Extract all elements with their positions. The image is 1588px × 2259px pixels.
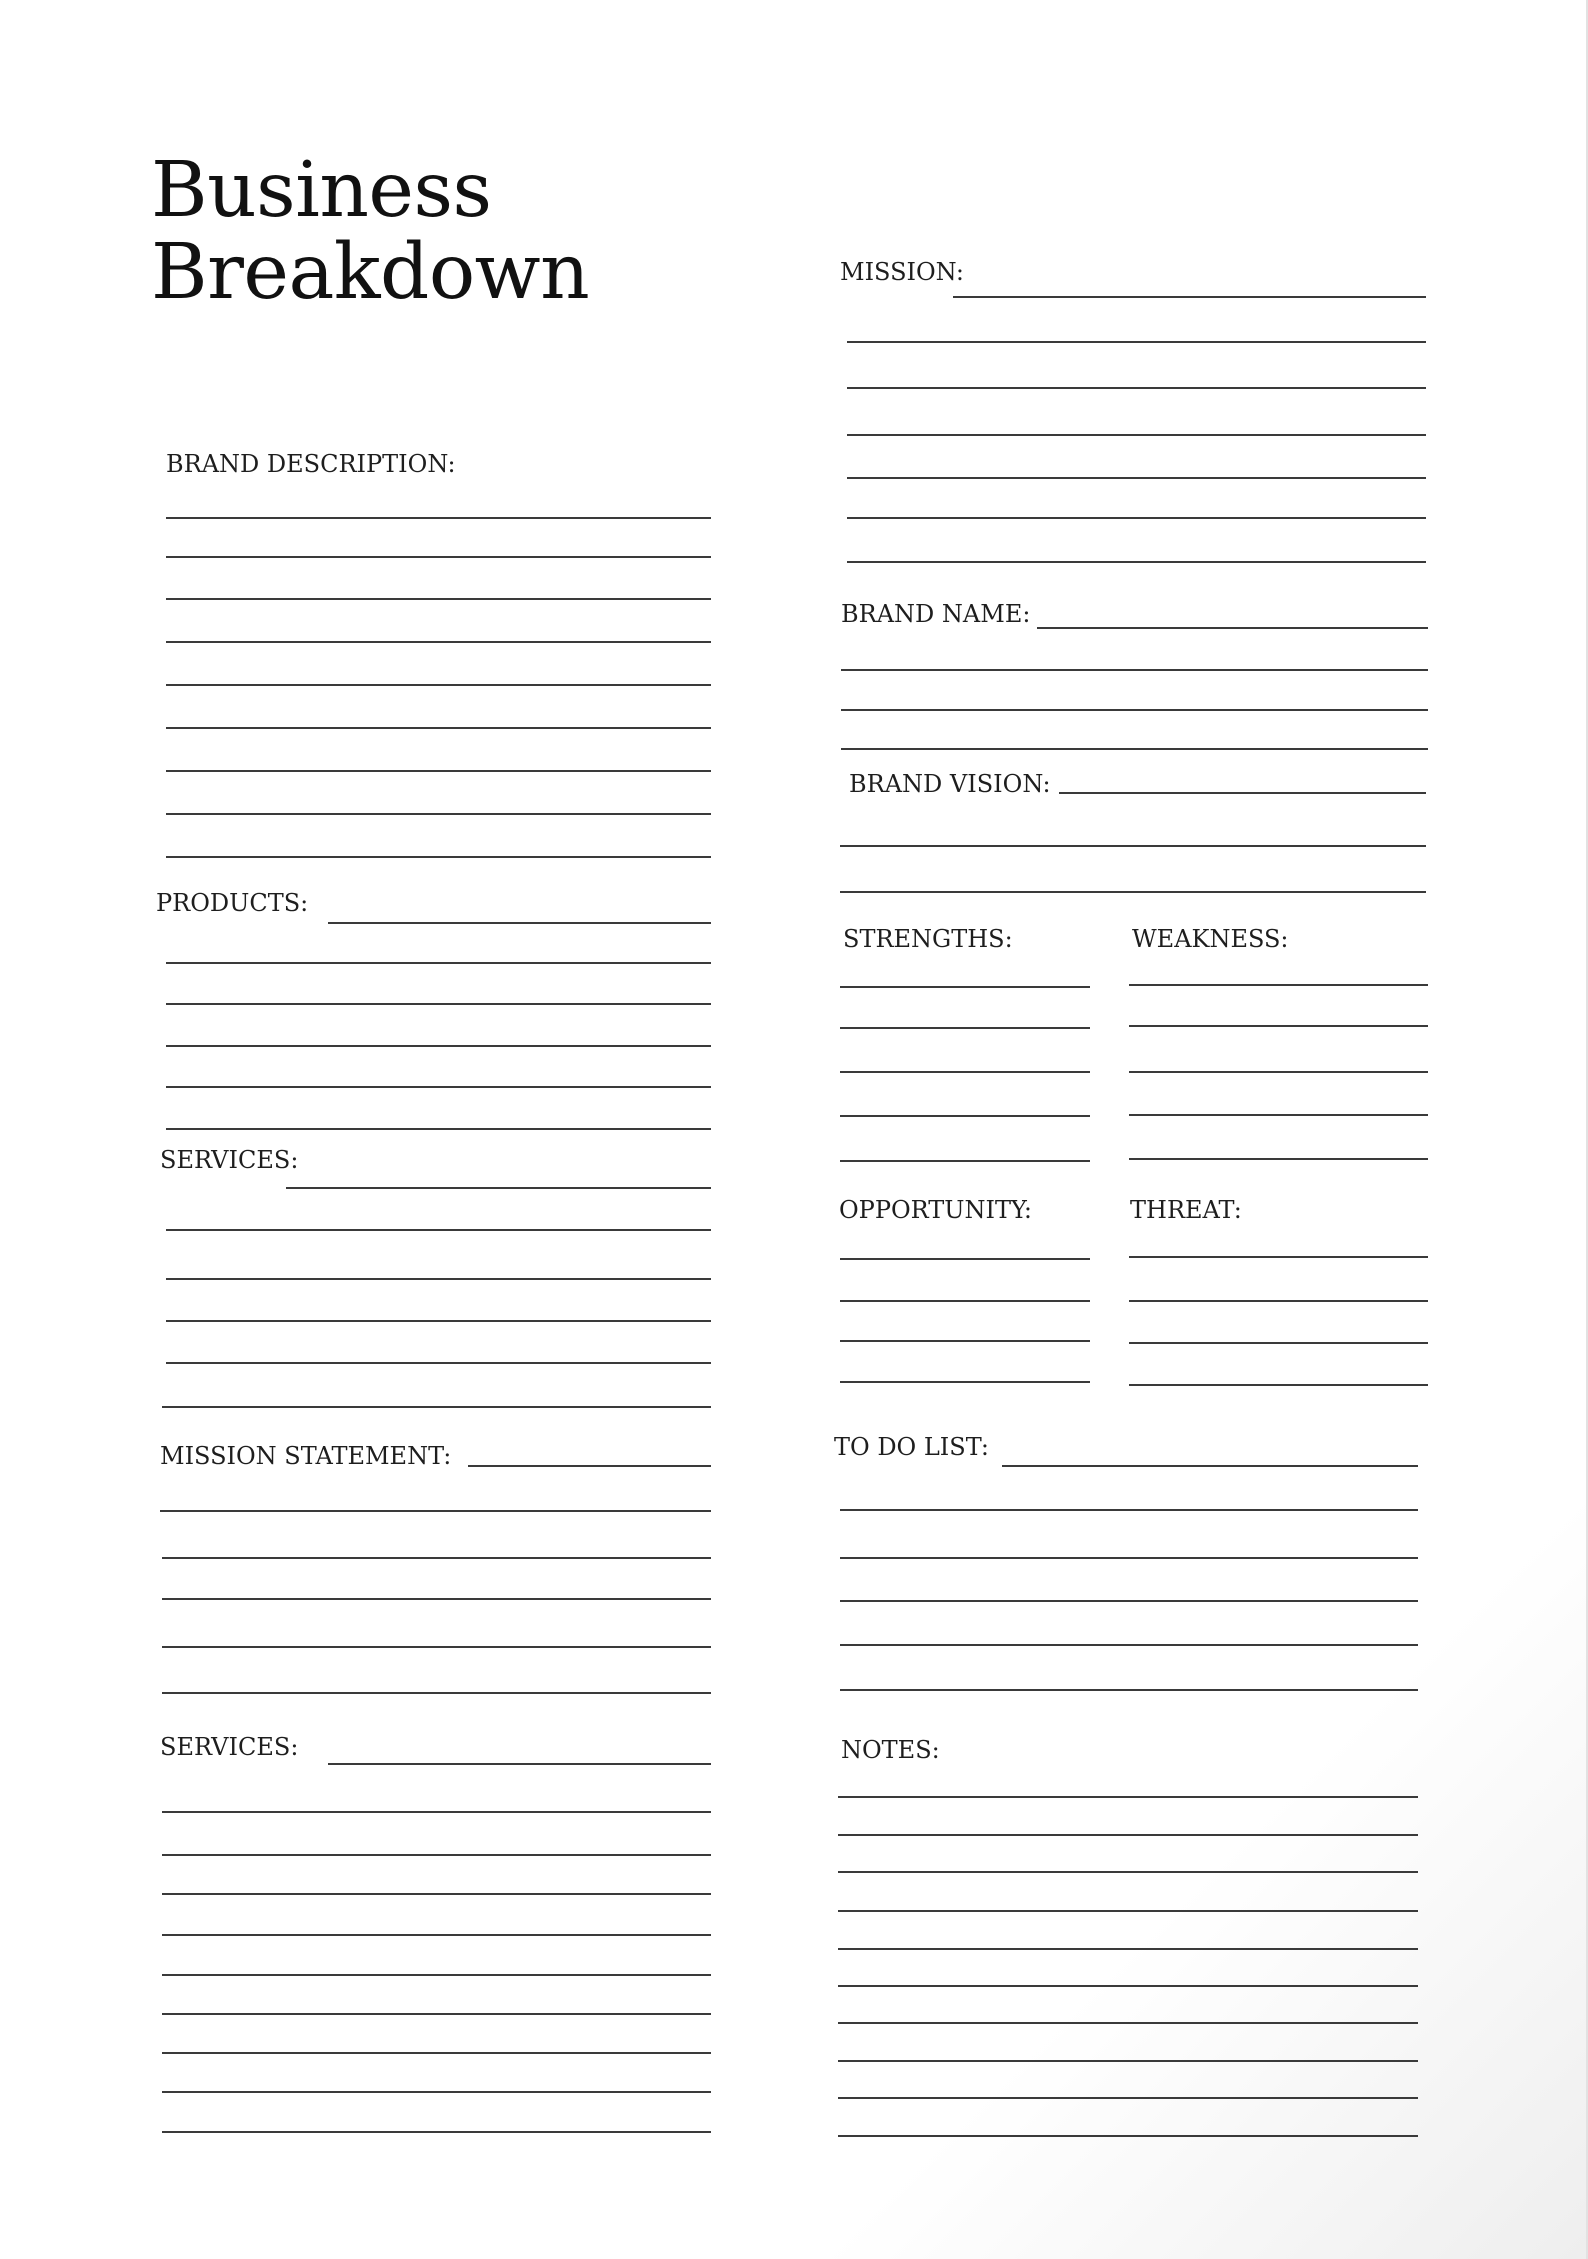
services-2-line-1[interactable] (328, 1763, 711, 1765)
services-line-5[interactable] (166, 1362, 711, 1364)
brand-description-label: BRAND DESCRIPTION: (166, 450, 456, 478)
brand-vision-line-2[interactable] (840, 845, 1426, 847)
weakness-label: WEAKNESS: (1132, 925, 1289, 953)
services-2-line-9[interactable] (162, 2091, 711, 2093)
services-2-line-5[interactable] (162, 1934, 711, 1936)
title-line-2: Breakdown (151, 228, 590, 317)
brand-description-line-2[interactable] (166, 556, 711, 558)
services-2-line-10[interactable] (162, 2131, 711, 2133)
notes-line-4[interactable] (838, 1910, 1418, 1912)
products-label: PRODUCTS: (156, 889, 309, 917)
brand-description-line-6[interactable] (166, 727, 711, 729)
mission-statement-line-2[interactable] (160, 1510, 711, 1512)
services-2-line-4[interactable] (162, 1893, 711, 1895)
brand-name-label: BRAND NAME: (841, 600, 1031, 628)
brand-description-line-4[interactable] (166, 641, 711, 643)
services-2-line-8[interactable] (162, 2052, 711, 2054)
products-line-3[interactable] (166, 1003, 711, 1005)
brand-description-line-1[interactable] (166, 517, 711, 519)
mission-line-7[interactable] (847, 561, 1426, 563)
mission-statement-line-5[interactable] (162, 1646, 711, 1648)
services-label: SERVICES: (160, 1146, 299, 1174)
opportunity-line-2[interactable] (840, 1300, 1090, 1302)
weakness-line-2[interactable] (1129, 1025, 1428, 1027)
opportunity-line-1[interactable] (840, 1258, 1090, 1260)
notes-line-7[interactable] (838, 2022, 1418, 2024)
services-2-line-6[interactable] (162, 1974, 711, 1976)
services-line-4[interactable] (166, 1320, 711, 1322)
services-line-3[interactable] (166, 1278, 711, 1280)
todo-list-line-1[interactable] (1002, 1465, 1418, 1467)
threat-line-1[interactable] (1129, 1256, 1428, 1258)
products-line-1[interactable] (328, 922, 711, 924)
notes-line-1[interactable] (838, 1796, 1418, 1798)
mission-line-6[interactable] (847, 517, 1426, 519)
todo-list-line-5[interactable] (840, 1644, 1418, 1646)
brand-description-line-8[interactable] (166, 813, 711, 815)
services-2-label: SERVICES: (160, 1733, 299, 1761)
mission-statement-line-1[interactable] (468, 1465, 711, 1467)
mission-statement-label: MISSION STATEMENT: (160, 1442, 452, 1470)
services-line-6[interactable] (162, 1406, 711, 1408)
strengths-line-1[interactable] (840, 986, 1090, 988)
brand-name-line-3[interactable] (841, 709, 1428, 711)
mission-statement-line-6[interactable] (162, 1692, 711, 1694)
products-line-5[interactable] (166, 1086, 711, 1088)
notes-label: NOTES: (841, 1736, 940, 1764)
brand-vision-label: BRAND VISION: (849, 770, 1051, 798)
threat-label: THREAT: (1130, 1196, 1242, 1224)
weakness-line-1[interactable] (1129, 984, 1428, 986)
notes-line-2[interactable] (838, 1834, 1418, 1836)
mission-line-1[interactable] (953, 296, 1426, 298)
brand-vision-line-1[interactable] (1059, 792, 1426, 794)
strengths-line-2[interactable] (840, 1027, 1090, 1029)
mission-line-2[interactable] (847, 341, 1426, 343)
services-2-line-3[interactable] (162, 1854, 711, 1856)
todo-list-line-2[interactable] (840, 1509, 1418, 1511)
brand-description-line-7[interactable] (166, 770, 711, 772)
brand-vision-line-3[interactable] (840, 891, 1426, 893)
weakness-line-4[interactable] (1129, 1114, 1428, 1116)
notes-line-8[interactable] (838, 2060, 1418, 2062)
opportunity-line-4[interactable] (840, 1381, 1090, 1383)
page-title (151, 146, 590, 317)
notes-line-9[interactable] (838, 2097, 1418, 2099)
products-line-6[interactable] (166, 1128, 711, 1130)
products-line-2[interactable] (166, 962, 711, 964)
brand-name-line-4[interactable] (841, 748, 1428, 750)
strengths-line-4[interactable] (840, 1115, 1090, 1117)
todo-list-label: TO DO LIST: (834, 1433, 989, 1461)
brand-name-line-2[interactable] (841, 669, 1428, 671)
services-2-line-7[interactable] (162, 2013, 711, 2015)
notes-line-3[interactable] (838, 1871, 1418, 1873)
mission-statement-line-3[interactable] (162, 1557, 711, 1559)
weakness-line-5[interactable] (1129, 1158, 1428, 1160)
services-line-2[interactable] (166, 1229, 711, 1231)
todo-list-line-6[interactable] (840, 1689, 1418, 1691)
brand-name-line-1[interactable] (1037, 627, 1428, 629)
todo-list-line-3[interactable] (840, 1557, 1418, 1559)
brand-description-line-3[interactable] (166, 598, 711, 600)
strengths-label: STRENGTHS: (843, 925, 1013, 953)
title-line-1: Business (151, 146, 492, 235)
services-2-line-2[interactable] (162, 1811, 711, 1813)
brand-description-line-5[interactable] (166, 684, 711, 686)
mission-statement-line-4[interactable] (162, 1598, 711, 1600)
brand-description-line-9[interactable] (166, 856, 711, 858)
products-line-4[interactable] (166, 1045, 711, 1047)
threat-line-4[interactable] (1129, 1384, 1428, 1386)
mission-line-5[interactable] (847, 477, 1426, 479)
threat-line-2[interactable] (1129, 1300, 1428, 1302)
notes-line-5[interactable] (838, 1948, 1418, 1950)
services-line-1[interactable] (286, 1187, 711, 1189)
mission-line-3[interactable] (847, 387, 1426, 389)
weakness-line-3[interactable] (1129, 1071, 1428, 1073)
mission-line-4[interactable] (847, 434, 1426, 436)
todo-list-line-4[interactable] (840, 1600, 1418, 1602)
strengths-line-3[interactable] (840, 1071, 1090, 1073)
notes-line-10[interactable] (838, 2135, 1418, 2137)
opportunity-line-3[interactable] (840, 1340, 1090, 1342)
notes-line-6[interactable] (838, 1985, 1418, 1987)
strengths-line-5[interactable] (840, 1160, 1090, 1162)
threat-line-3[interactable] (1129, 1342, 1428, 1344)
opportunity-label: OPPORTUNITY: (839, 1196, 1032, 1224)
mission-label: MISSION: (840, 258, 964, 286)
